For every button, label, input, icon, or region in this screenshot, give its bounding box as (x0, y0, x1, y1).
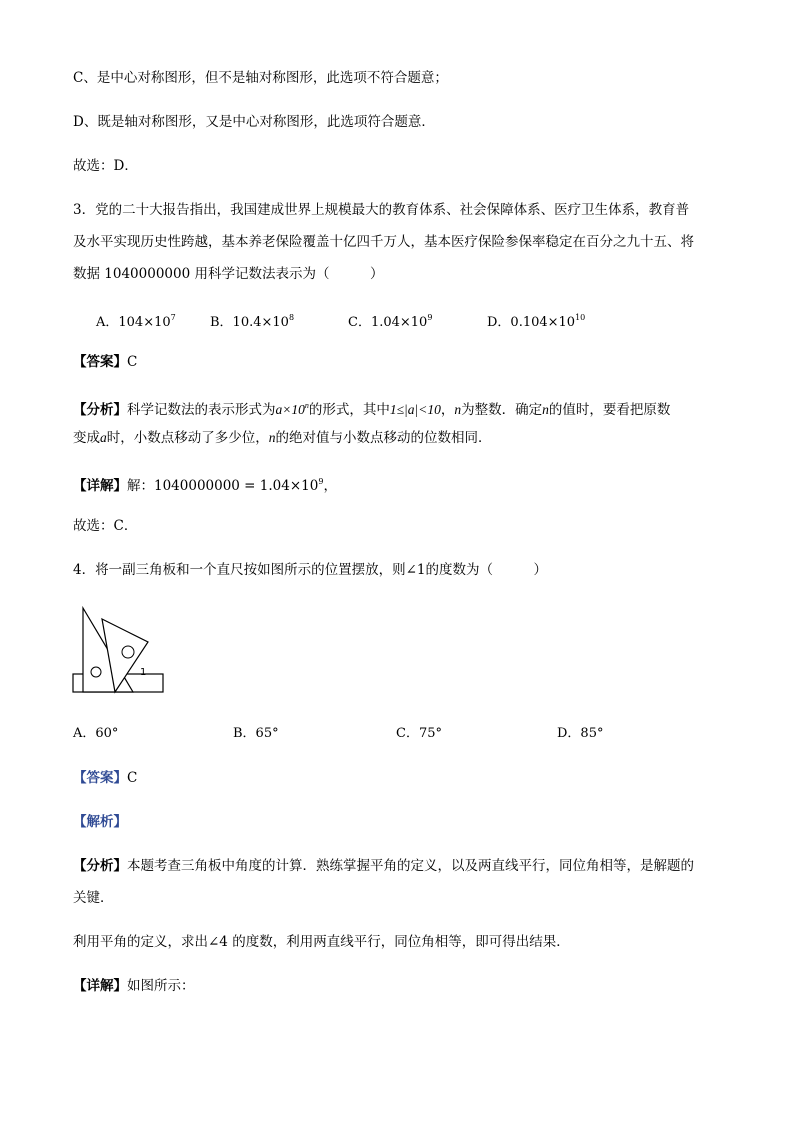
option-d-explanation: D、既是轴对称图形，又是中心对称图形，此选项符合题意． (73, 114, 435, 130)
q3-analysis-line-2: 变成a时，小数点移动了多少位，n的绝对值与小数点移动的位数相同． (73, 430, 492, 446)
option-c-explanation: C、是中心对称图形，但不是轴对称图形，此选项不符合题意； (73, 70, 448, 86)
q3-option-c: C．$1.04\times 10^9$ (348, 313, 433, 330)
q4-stem: 4．将一副三角板和一个直尺按如图所示的位置摆放，则∠1的度数为（ ） (73, 562, 547, 578)
q3-stem-line-1: 3．党的二十大报告指出，我国建成世界上规模最大的教育体系、社会保障体系、医疗卫生体系，教育普 (73, 202, 690, 218)
q3-option-b: B．$10.4\times 10^8$ (210, 313, 295, 330)
q4-jiexi: 【解析】 (73, 814, 127, 830)
q3-option-d: D．$0.104\times 10^{10}$ (487, 313, 586, 330)
q3-analysis-line-1: 【分析】科学记数法的表示形式为$a\times 10^n$的形式，其中1≤|a|<10，n为整数．确定n的值时，要看把原数 (73, 401, 671, 418)
q4-answer: 【答案】C (73, 770, 138, 786)
q3-stem-line-2: 及水平实现历史性跨越，基本养老保险覆盖十亿四千万人，基本医疗保险参保率稳定在百分之九十五、将 (73, 234, 694, 250)
q3-answer: 【答案】C (73, 354, 138, 370)
q2-choice: 故选：D． (73, 158, 138, 174)
q3-choice: 故选：C． (73, 518, 138, 534)
q3-option-a: A．$104\times 10^7$ (96, 313, 176, 330)
q4-option-c: C．75° (396, 726, 442, 741)
q4-analysis-line-1: 【分析】本题考查三角板中角度的计算．熟练掌握平角的定义，以及两直线平行，同位角相等，是解题的 (73, 858, 694, 874)
q4-analysis-line-2: 关键． (73, 890, 114, 906)
q3-stem-line-3: 数据 1040000000 用科学记数法表示为（ ） (73, 266, 384, 282)
q4-option-b: B．65° (233, 726, 279, 741)
q3-detail: 【详解】解：$1040000000 = 1.04\times 10^9$， (73, 477, 337, 494)
q4-option-d: D．85° (557, 726, 604, 741)
q4-option-a: A．60° (73, 726, 119, 741)
angle-label: 1 (140, 667, 147, 678)
q4-detail: 【详解】如图所示： (73, 978, 195, 994)
q4-figure (70, 600, 170, 696)
q4-method: 利用平角的定义，求出∠4 的度数，利用两直线平行，同位角相等，即可得出结果． (73, 934, 570, 950)
